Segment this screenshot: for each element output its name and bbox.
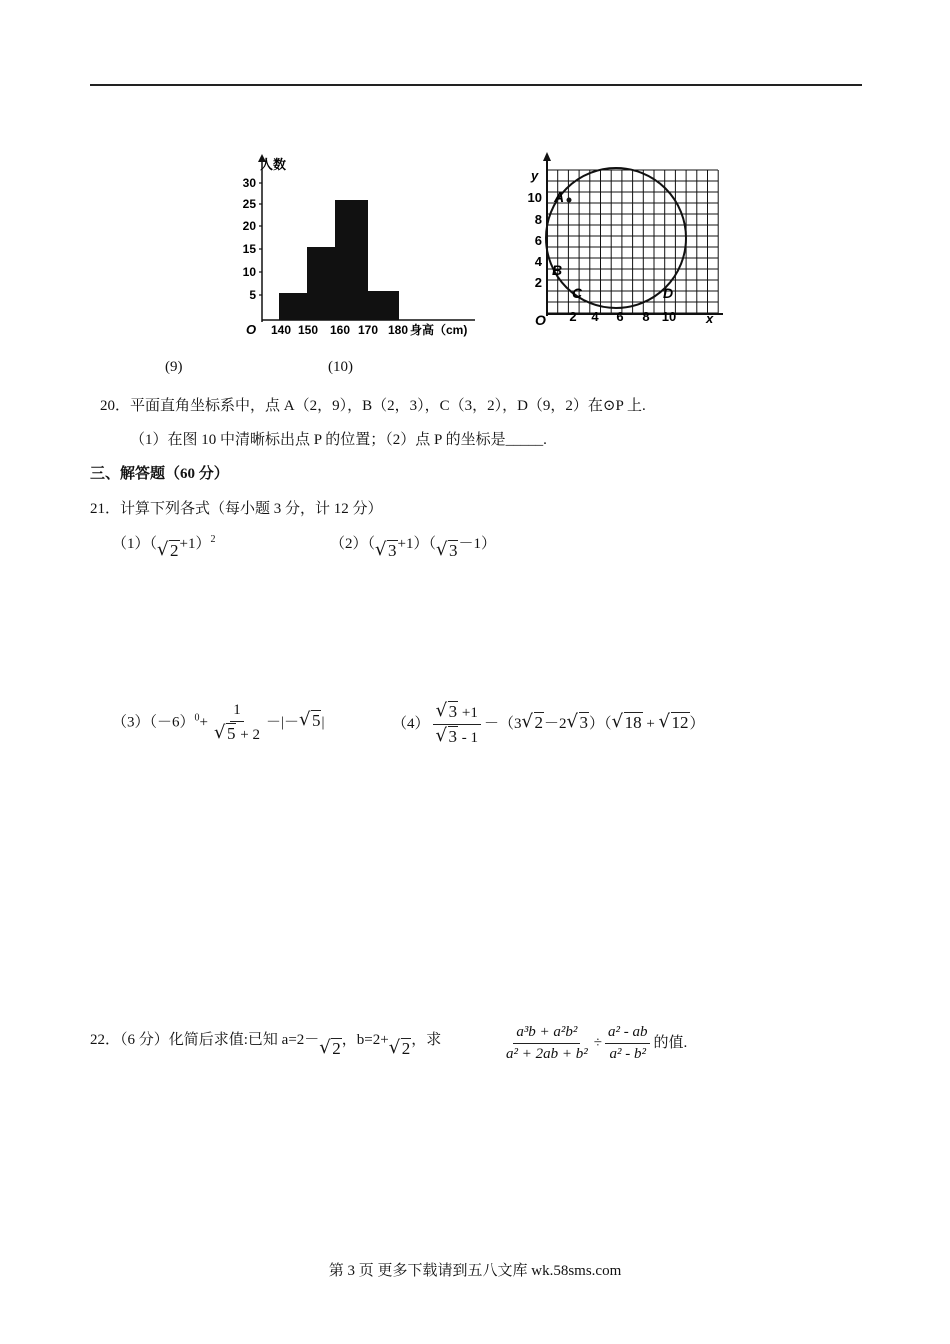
ytick: 10 <box>242 265 256 279</box>
y-axis-arrow <box>543 152 551 161</box>
xtick: 10 <box>661 309 677 324</box>
bar <box>307 247 335 320</box>
bar <box>368 291 399 320</box>
q22-expression: $\frac{\text{a³b + a²b²}}{\text{a² + 2ab + b²}}$ ÷ $\frac{\text{a² - ab}}{\text{a² - b²}}$ 的值. <box>506 1024 688 1062</box>
ylabel: y <box>531 168 539 183</box>
fig10-caption: (10) <box>328 359 353 375</box>
xtick: 160 <box>329 323 351 337</box>
xlabel: x <box>706 311 714 326</box>
page-footer: 第 3 页 更多下载请到五八文库 wk.58sms.com <box>328 1263 622 1279</box>
ytick: 20 <box>242 219 256 233</box>
grid-circle-figure <box>525 150 725 335</box>
point-a-label: A <box>554 189 565 205</box>
section-title: 三、解答题（60 分） <box>90 466 229 482</box>
ytick: 6 <box>534 233 542 248</box>
ytick: 5 <box>249 288 256 302</box>
q21-part2: （2）（√ 3+1）（√ 3－1） <box>330 532 496 553</box>
xtick: 4 <box>591 309 599 324</box>
q20-line2: （1）在图 10 中清晰标出点 P 的位置；（2）点 P 的坐标是_____. <box>130 432 547 448</box>
point-a <box>567 198 572 203</box>
ytick: 2 <box>534 275 542 290</box>
ytick: 30 <box>242 176 256 190</box>
ytick: 8 <box>534 212 542 227</box>
ytick: 4 <box>534 254 542 269</box>
point-c-label: C <box>572 285 583 301</box>
xtick: 6 <box>616 309 624 324</box>
point-d-label: D <box>663 285 674 301</box>
ytick: 15 <box>242 242 256 256</box>
fig9-caption: (9) <box>165 359 183 375</box>
q20-line1: 20．平面直角坐标系中，点 A（2，9），B（2，3），C（3，2），D（9，2）在⊙P 上. <box>100 398 646 414</box>
q21-part3: $(3)(-6)^0+$ 1 √ 5 + 2 －|－√ 5| <box>112 702 324 744</box>
origin-label: O <box>246 322 257 337</box>
q21-part1: （1）（√ 2+1）$^2$ <box>112 532 215 553</box>
point-b-label: B <box>552 262 563 278</box>
bar <box>335 200 368 320</box>
origin-label: O <box>535 312 546 328</box>
xtick: 170 <box>357 323 379 337</box>
xtick: 180 <box>387 323 409 337</box>
histogram-figure <box>230 150 480 350</box>
ytick: 10 <box>527 190 542 205</box>
bar <box>279 293 307 320</box>
q22-text: 22．（6 分）化简后求值:已知 a=2－√ 2，b=2+√ 2，求 <box>90 1028 441 1049</box>
xtick: 140 <box>270 323 292 337</box>
ylabel: 人数 <box>260 157 287 172</box>
xtick: 2 <box>569 309 577 324</box>
ytick: 25 <box>242 197 256 211</box>
xtick: 8 <box>642 309 650 324</box>
xtick: 150 <box>297 323 319 337</box>
q21-title: 21．计算下列各式（每小题 3 分，计 12 分） <box>90 501 383 517</box>
q21-part4: （4） √ 3 +1 √ 3 - 1 －（3√ 2－2√ 3）（√ 18 + √ 12） <box>392 702 705 747</box>
xlabel: 身高（cm) <box>410 323 468 337</box>
header-rule <box>90 84 862 86</box>
